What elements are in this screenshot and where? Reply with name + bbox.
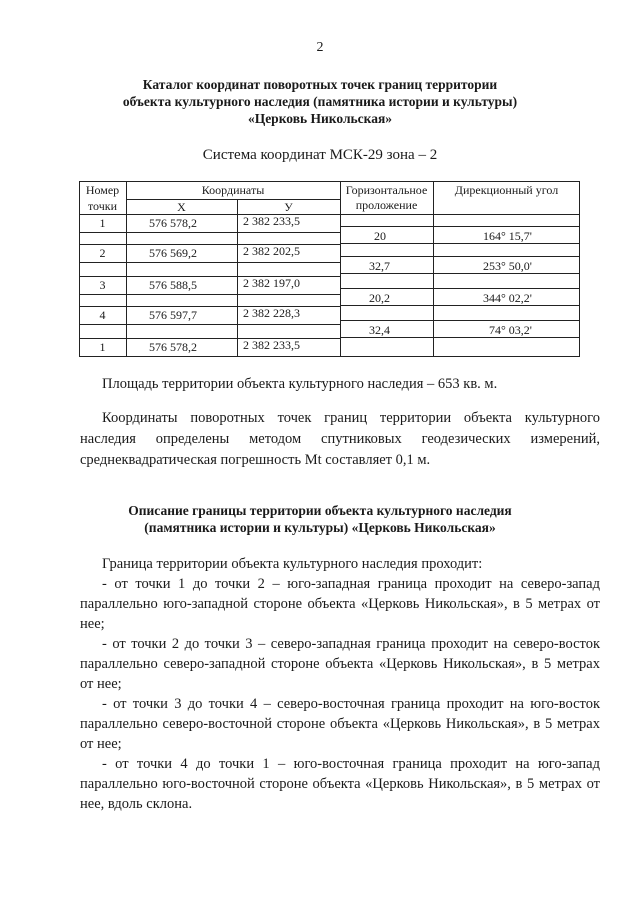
point-x: 576 569,2 xyxy=(149,246,197,260)
point-y: 2 382 228,3 xyxy=(243,306,300,320)
segment-distance: 32,4 xyxy=(369,323,390,337)
point-number: 4 xyxy=(99,308,106,322)
point-number: 1 xyxy=(99,216,106,230)
segment-angle: 164° 15,7' xyxy=(483,229,532,243)
border-description xyxy=(80,554,600,814)
header-point-number-line2: точки xyxy=(87,199,118,213)
header-horizontal-line1: Горизонтальное xyxy=(345,183,428,197)
header-y: У xyxy=(284,200,293,214)
segment-distance: 20 xyxy=(374,229,386,243)
point-number: 3 xyxy=(99,278,106,292)
description-title xyxy=(60,502,580,536)
segment-angle: 344° 02,2' xyxy=(483,291,532,305)
point-y: 2 382 202,5 xyxy=(243,244,300,258)
coordinates-table xyxy=(79,181,580,357)
point-y: 2 382 197,0 xyxy=(243,276,300,290)
header-direction-angle: Дирекционный угол xyxy=(454,183,559,197)
point-number: 2 xyxy=(99,246,106,260)
point-number: 1 xyxy=(99,340,106,354)
header-x: Х xyxy=(177,200,186,214)
border-item: - от точки 1 до точки 2 – юго-западная граница проходит на северо-запад параллельно юго-западной стороне объекта «Церковь Никольская», в 5 метрах от нее; xyxy=(80,576,600,632)
point-x: 576 578,2 xyxy=(149,216,197,230)
point-x: 576 588,5 xyxy=(149,278,197,292)
point-y: 2 382 233,5 xyxy=(243,338,300,352)
header-coordinates: Координаты xyxy=(201,183,265,197)
border-item: - от точки 3 до точки 4 – северо-восточная граница проходит на юго-восток параллельно северо-восточной стороне объекта «Церковь Никольская», в 5 метрах от нее; xyxy=(80,696,600,752)
area-statement: Площадь территории объекта культурного наследия – 653 кв. м. xyxy=(102,376,498,392)
segment-angle: 253° 50,0' xyxy=(483,259,532,273)
border-item: - от точки 2 до точки 3 – северо-западная граница проходит на северо-восток параллельно северо-западной стороне объекта «Церковь Никольская», в 5 метрах от нее; xyxy=(80,636,600,692)
point-y: 2 382 233,5 xyxy=(243,214,300,228)
method-statement: Координаты поворотных точек границ территории объекта культурного наследия определены методом спутниковых геодезических измерений, среднеквадратическая погрешность Mt составляет 0,1 м. xyxy=(80,410,600,468)
border-lead: Граница территории объекта культурного наследия проходит: xyxy=(102,556,483,572)
segment-angle: 74° 03,2' xyxy=(489,323,532,337)
point-x: 576 578,2 xyxy=(149,340,197,354)
catalog-title xyxy=(60,76,580,127)
catalog-title-line2: объекта культурного наследия (памятника истории и культуры) xyxy=(122,94,518,109)
header-point-number-line1: Номер xyxy=(85,183,120,197)
description-title-line2: (памятника истории и культуры) «Церковь Никольская» xyxy=(144,520,496,535)
catalog-title-line3: «Церковь Никольская» xyxy=(247,111,393,126)
page-number: 2 xyxy=(316,40,324,55)
border-item: - от точки 4 до точки 1 – юго-восточная граница проходит на юго-запад параллельно юго-восточной стороне объекта «Церковь Никольская», в 5 метрах от нее, вдоль склона. xyxy=(80,756,600,812)
segment-distance: 32,7 xyxy=(369,259,390,273)
description-title-line1: Описание границы территории объекта культурного наследия xyxy=(128,503,512,518)
header-horizontal-line2: проложение xyxy=(355,198,418,212)
segment-distance: 20,2 xyxy=(369,291,390,305)
catalog-title-line1: Каталог координат поворотных точек границ территории xyxy=(142,77,498,92)
coordinate-system-label: Система координат МСК-29 зона – 2 xyxy=(202,147,438,163)
point-x: 576 597,7 xyxy=(149,308,197,322)
